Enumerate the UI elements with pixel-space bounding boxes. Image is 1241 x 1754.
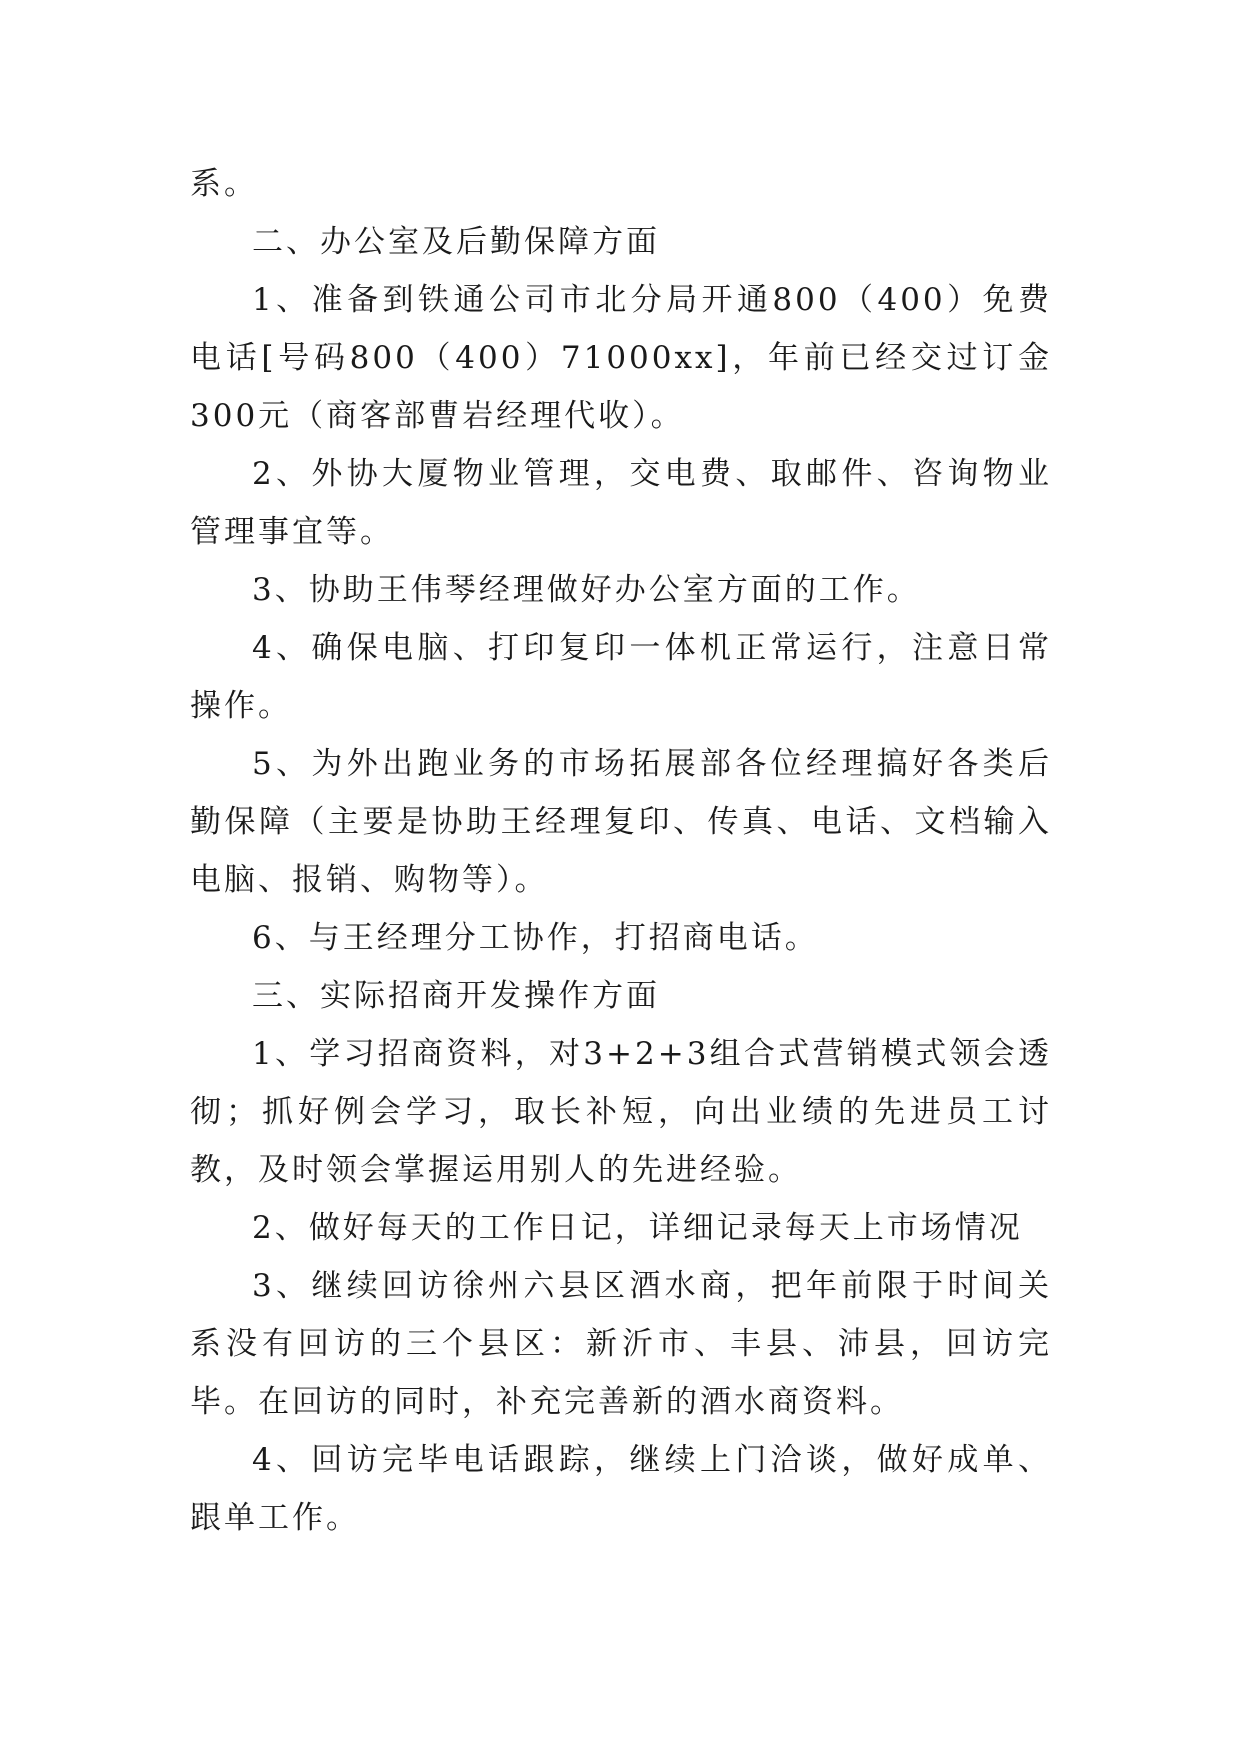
paragraph-item: 6、与王经理分工协作，打招商电话。 (252, 920, 819, 956)
paragraph-item: 1、学习招商资料，对3+2+3组合式营销模式领会透彻；抓好例会学习，取长补短，向出业绩的先进员工讨教，及时领会掌握运用别人的先进经验。 (190, 1036, 1052, 1188)
paragraph-item: 4、确保电脑、打印复印一体机正常运行，注意日常操作。 (190, 630, 1052, 724)
paragraph-item: 2、外协大厦物业管理，交电费、取邮件、咨询物业管理事宜等。 (190, 456, 1052, 550)
paragraph-continuation: 系。 (190, 166, 258, 202)
document-page (190, 155, 1052, 1547)
paragraph-item: 4、回访完毕电话跟踪，继续上门洽谈，做好成单、跟单工作。 (190, 1442, 1052, 1536)
section-heading-office-logistics: 二、办公室及后勤保障方面 (252, 224, 660, 260)
paragraph-item: 2、做好每天的工作日记，详细记录每天上市场情况 (252, 1210, 1023, 1246)
section-heading-investment-operations: 三、实际招商开发操作方面 (252, 978, 660, 1014)
paragraph-item: 5、为外出跑业务的市场拓展部各位经理搞好各类后勤保障（主要是协助王经理复印、传真、电话、文档输入电脑、报销、购物等）。 (190, 746, 1052, 898)
paragraph-item: 1、准备到铁通公司市北分局开通800（400）免费电话[号码800（400）71000xx]，年前已经交过订金300元（商客部曹岩经理代收）。 (190, 282, 1052, 434)
paragraph-item: 3、协助王伟琴经理做好办公室方面的工作。 (252, 572, 921, 608)
paragraph-item: 3、继续回访徐州六县区酒水商，把年前限于时间关系没有回访的三个县区：新沂市、丰县、沛县，回访完毕。在回访的同时，补充完善新的酒水商资料。 (190, 1268, 1052, 1420)
